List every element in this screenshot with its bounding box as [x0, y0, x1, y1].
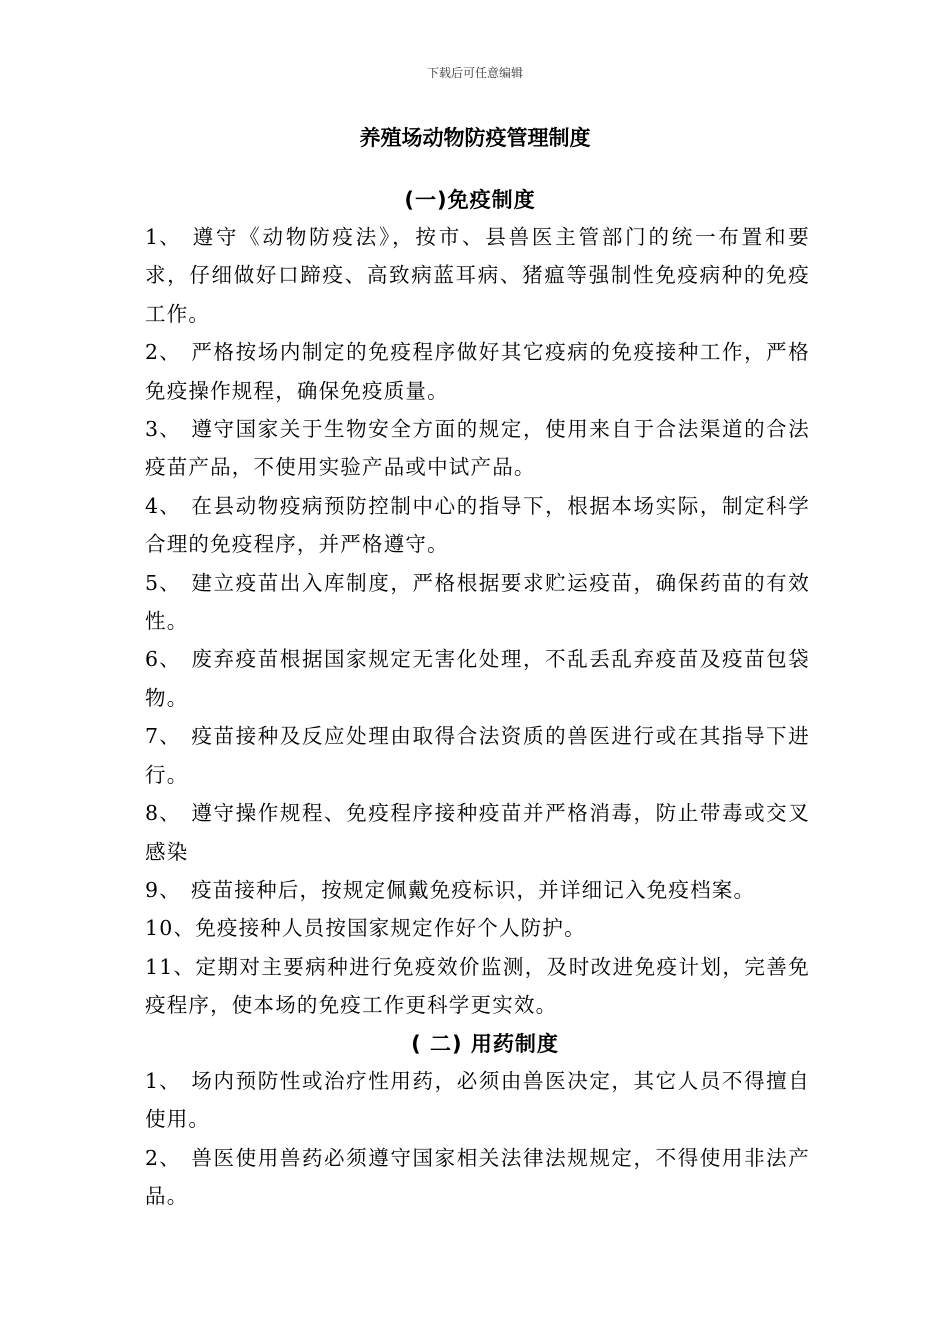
list-item: [145, 640, 810, 717]
list-item: [145, 487, 810, 564]
item-text: 兽医使用兽药必须遵守国家相关法律法规规定，不得使用非法产品。: [145, 1145, 810, 1209]
item-number: 8、: [145, 801, 181, 826]
item-text: 严格按场内制定的免疫程序做好其它疫病的免疫接种工作，严格免疫操作规程，确保免疫质量。: [145, 340, 810, 403]
list-item: [145, 1062, 810, 1139]
list-item: [145, 948, 810, 1025]
list-item: [145, 218, 810, 333]
item-text: 疫苗接种后，按规定佩戴免疫标识，并详细记入免疫档案。: [191, 877, 756, 902]
list-item: [145, 564, 810, 641]
item-number: 11、: [145, 954, 196, 979]
list-item: [145, 909, 810, 947]
page-title: 养殖场动物防疫管理制度: [359, 126, 591, 150]
item-number: 2、: [145, 340, 181, 365]
item-number: 4、: [145, 493, 181, 518]
item-text: 疫苗接种及反应处理由取得合法资质的兽医进行或在其指导下进行。: [145, 724, 810, 787]
list-item: [145, 794, 810, 871]
item-text: 免疫接种人员按国家规定作好个人防护。: [195, 916, 586, 941]
section-body-medication: [145, 1062, 810, 1216]
item-number: 9、: [145, 877, 181, 902]
list-item: [145, 871, 810, 909]
list-item: [145, 1139, 810, 1216]
item-text: 遵守国家关于生物安全方面的规定，使用来自于合法渠道的合法疫苗产品，不使用实验产品或中试产品。: [145, 417, 810, 480]
item-text: 遵守《动物防疫法》，按市、县兽医主管部门的统一布置和要求，仔细做好口蹄疫、高致病蓝耳病、猪瘟等强制性免疫病种的免疫工作。: [145, 225, 810, 326]
list-item: [145, 717, 810, 794]
item-number: 2、: [145, 1145, 181, 1170]
list-item: [145, 410, 810, 487]
section-body-immunization: [145, 218, 810, 1025]
item-text: 定期对主要病种进行免疫效价监测，及时改进免疫计划，完善免疫程序，使本场的免疫工作更科学更实效。: [145, 954, 810, 1018]
item-text: 建立疫苗出入库制度，严格根据要求贮运疫苗，确保药苗的有效性。: [145, 570, 810, 634]
item-number: 10、: [145, 916, 196, 941]
item-text: 在县动物疫病预防控制中心的指导下，根据本场实际，制定科学合理的免疫程序，并严格遵守。: [145, 493, 810, 557]
item-number: 1、: [145, 1069, 181, 1093]
header-note: 下载后可任意编辑: [426, 66, 523, 80]
item-number: 7、: [145, 724, 181, 749]
item-text: 废弃疫苗根据国家规定无害化处理，不乱丢乱弃疫苗及疫苗包袋物。: [145, 647, 810, 710]
item-number: 6、: [145, 647, 181, 672]
item-number: 5、: [145, 570, 181, 595]
section-heading-immunization: (一)免疫制度: [404, 188, 536, 212]
list-item: [145, 333, 810, 410]
item-text: 场内预防性或治疗性用药，必须由兽医决定，其它人员不得擅自使用。: [145, 1069, 810, 1132]
item-number: 1、: [145, 225, 181, 249]
item-text: 遵守操作规程、免疫程序接种疫苗并严格消毒，防止带毒或交叉感染: [145, 801, 810, 864]
section-heading-medication: ( 二) 用药制度: [411, 1032, 559, 1056]
item-number: 3、: [145, 417, 181, 442]
